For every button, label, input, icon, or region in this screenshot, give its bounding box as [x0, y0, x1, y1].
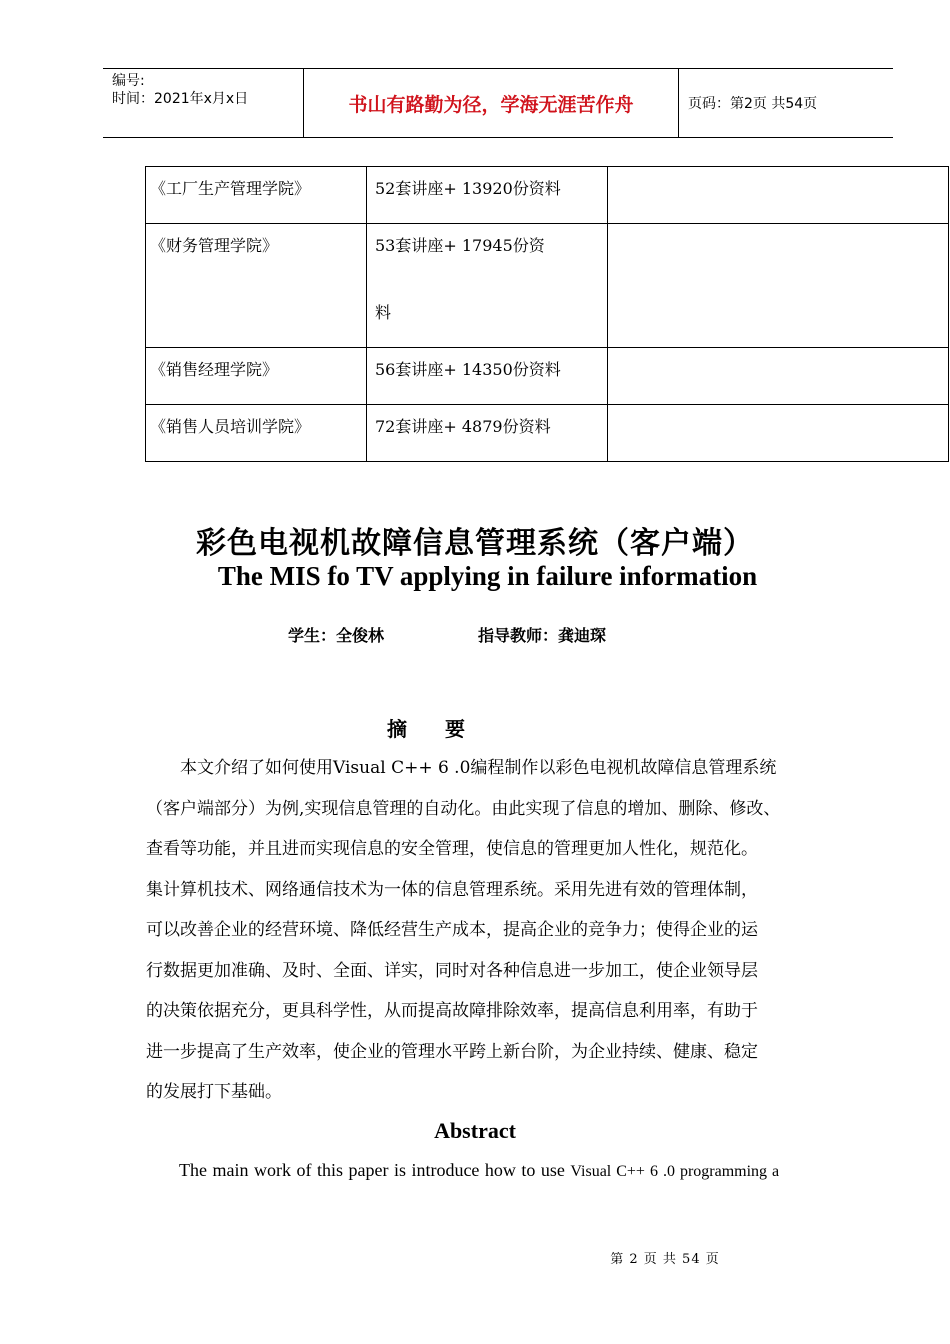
- abstract-line: 本文介绍了如何使用Visual C++ 6 .0编程制作以彩色电视机故障信息管理系统: [180, 758, 777, 778]
- abstract-body-cn: [146, 755, 866, 1120]
- table-cell-detail: 72套讲座+ 4879份资料: [367, 405, 608, 462]
- abstract-heading-en: Abstract: [434, 1118, 516, 1143]
- paper-title-en: The MIS fo TV applying in failure information: [217, 561, 758, 591]
- page-header: [103, 68, 893, 138]
- abstract-line: 的决策依据充分，更具科学性，从而提高故障排除效率，提高信息利用率，有助于: [146, 1001, 758, 1021]
- abstract-line: 行数据更加准确、及时、全面、详实，同时对各种信息进一步加工，使企业领导层: [146, 960, 758, 981]
- abstract-body-en: [179, 1160, 779, 1181]
- table-row: [146, 348, 949, 405]
- table-cell-detail: 52套讲座+ 13920份资料: [367, 167, 608, 224]
- student-name: 学生：全俊林: [288, 626, 385, 645]
- header-meta: [103, 69, 303, 137]
- teacher-name: 指导教师：龚迪琛: [478, 626, 607, 645]
- table-cell-name: 《财务管理学院》: [146, 224, 367, 348]
- table-cell-name: 《销售人员培训学院》: [146, 405, 367, 462]
- table-cell-name: 《工厂生产管理学院》: [146, 167, 367, 224]
- table-cell-extra: [608, 348, 949, 405]
- table-row: [146, 405, 949, 462]
- table-cell-name: 《销售经理学院》: [146, 348, 367, 405]
- table-row: [146, 224, 949, 348]
- resource-table: [145, 166, 949, 462]
- table-cell-extra: [608, 224, 949, 348]
- abstract-line: 查看等功能，并且进而实现信息的安全管理，使信息的管理更加人性化，规范化。: [146, 839, 758, 859]
- abstract-line: （客户端部分）为例,实现信息管理的自动化。由此实现了信息的增加、删除、修改、: [146, 798, 781, 819]
- abstract-line: 进一步提高了生产效率，使企业的管理水平跨上新台阶，为企业持续、健康、稳定: [146, 1041, 758, 1062]
- table-cell-extra: [608, 405, 949, 462]
- header-date: 时间：2021年x月x日: [112, 91, 249, 107]
- table-cell-detail: 56套讲座+ 14350份资料: [367, 348, 608, 405]
- table-cell-detail: 53套讲座+ 17945份资 料: [367, 224, 608, 348]
- paper-title-cn: 彩色电视机故障信息管理系统（客户端）: [196, 526, 754, 561]
- abstract-en-tail: Visual C++ 6 .0 programming a: [570, 1163, 780, 1180]
- table-cell-extra: [608, 167, 949, 224]
- page-footer: 第 2 页 共 54 页: [610, 1252, 720, 1267]
- abstract-line: 集计算机技术、网络通信技术为一体的信息管理系统。采用先进有效的管理体制，: [146, 879, 758, 900]
- abstract-heading-cn: 摘要: [387, 717, 503, 741]
- table-row: [146, 167, 949, 224]
- header-serial-label: 编号:: [112, 73, 145, 89]
- abstract-line: 的发展打下基础。: [146, 1082, 282, 1102]
- abstract-en-start: The main work of this paper is introduce how to use: [179, 1160, 565, 1180]
- header-page-info: 页码：第2页 共54页: [688, 96, 818, 112]
- header-motto: 书山有路勤为径，学海无涯苦作舟: [303, 69, 679, 137]
- abstract-line: 可以改善企业的经营环境、降低经营生产成本，提高企业的竞争力；使得企业的运: [146, 920, 758, 940]
